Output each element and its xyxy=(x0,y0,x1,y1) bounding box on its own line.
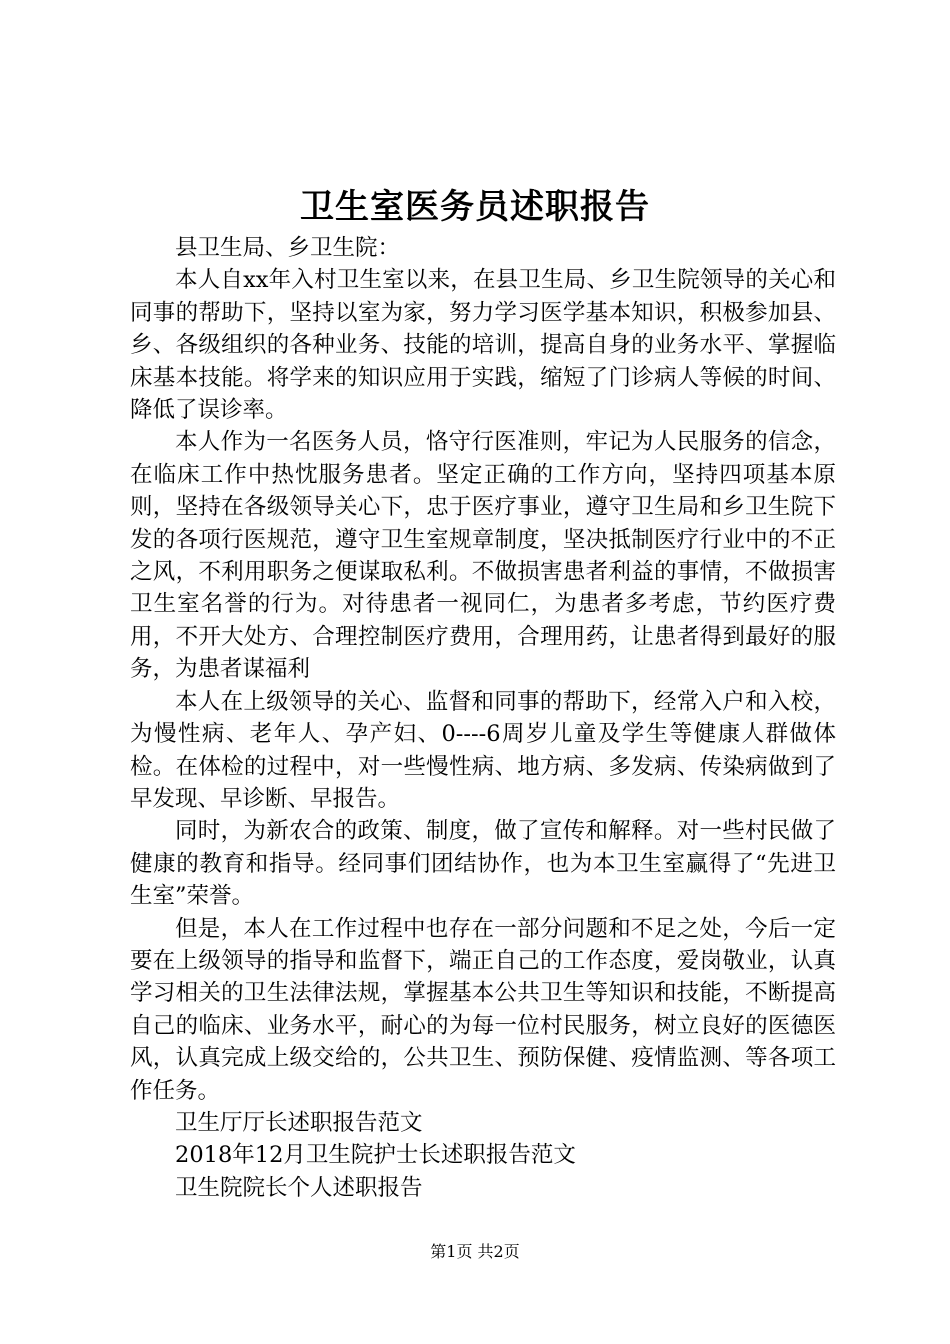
related-article-2[interactable]: 2018年12月卫生院护士长述职报告范文 xyxy=(175,1142,576,1169)
paragraph-3: 本人在上级领导的关心、监督和同事的帮助下，经常入户和入校，为慢性病、老年人、孕产妇、0----6周岁儿童及学生等健康人群做体检。在体检的过程中，对一些慢性病、地方病、多发病、传染病做到了早发现、早诊断、早报告。 xyxy=(130,688,836,812)
document-title: 卫生室医务员述职报告 xyxy=(300,187,650,227)
paragraph-2: 本人作为一名医务人员，恪守行医准则，牢记为人民服务的信念，在临床工作中热忱服务患者。坚定正确的工作方向，坚持四项基本原则，坚持在各级领导关心下，忠于医疗事业，遵守卫生局和乡卫生院下发的各项行医规范，遵守卫生室规章制度，坚决抵制医疗行业中的不正之风，不利用职务之便谋取私利。不做损害患者利益的事情，不做损害卫生室名誉的行为。对待患者一视同仁，为患者多考虑，节约医疗费用，不开大处方、合理控制医疗费用，合理用药，让患者得到最好的服务，为患者谋福利 xyxy=(130,429,836,683)
salutation: 县卫生局、乡卫生院： xyxy=(175,235,401,261)
page-indicator: 第1页 共2页 xyxy=(430,1242,520,1261)
document-body xyxy=(130,232,836,1204)
paragraph-1: 本人自xx年入村卫生室以来，在县卫生局、乡卫生院领导的关心和同事的帮助下，坚持以室为家，努力学习医学基本知识，积极参加县、乡、各级组织的各种业务、技能的培训，提高自身的业务水平、掌握临床基本技能。将学来的知识应用于实践，缩短了门诊病人等候的时间、降低了误诊率。 xyxy=(130,267,836,424)
related-article-3[interactable]: 卫生院院长个人述职报告 xyxy=(175,1174,423,1201)
paragraph-4: 同时，为新农合的政策、制度，做了宣传和解释。对一些村民做了健康的教育和指导。经同事们团结协作，也为本卫生室赢得了“先进卫生室”荣誉。 xyxy=(130,818,836,910)
related-article-1[interactable]: 卫生厅厅长述职报告范文 xyxy=(175,1109,423,1136)
related-articles xyxy=(130,1107,836,1204)
paragraph-5: 但是，本人在工作过程中也存在一部分问题和不足之处，今后一定要在上级领导的指导和监督下，端正自己的工作态度，爱岗敬业，认真学习相关的卫生法律法规，掌握基本公共卫生等知识和技能，不断提高自己的临床、业务水平，耐心的为每一位村民服务，树立良好的医德医风，认真完成上级交给的，公共卫生、预防保健、疫情监测、等各项工作任务。 xyxy=(130,915,836,1104)
